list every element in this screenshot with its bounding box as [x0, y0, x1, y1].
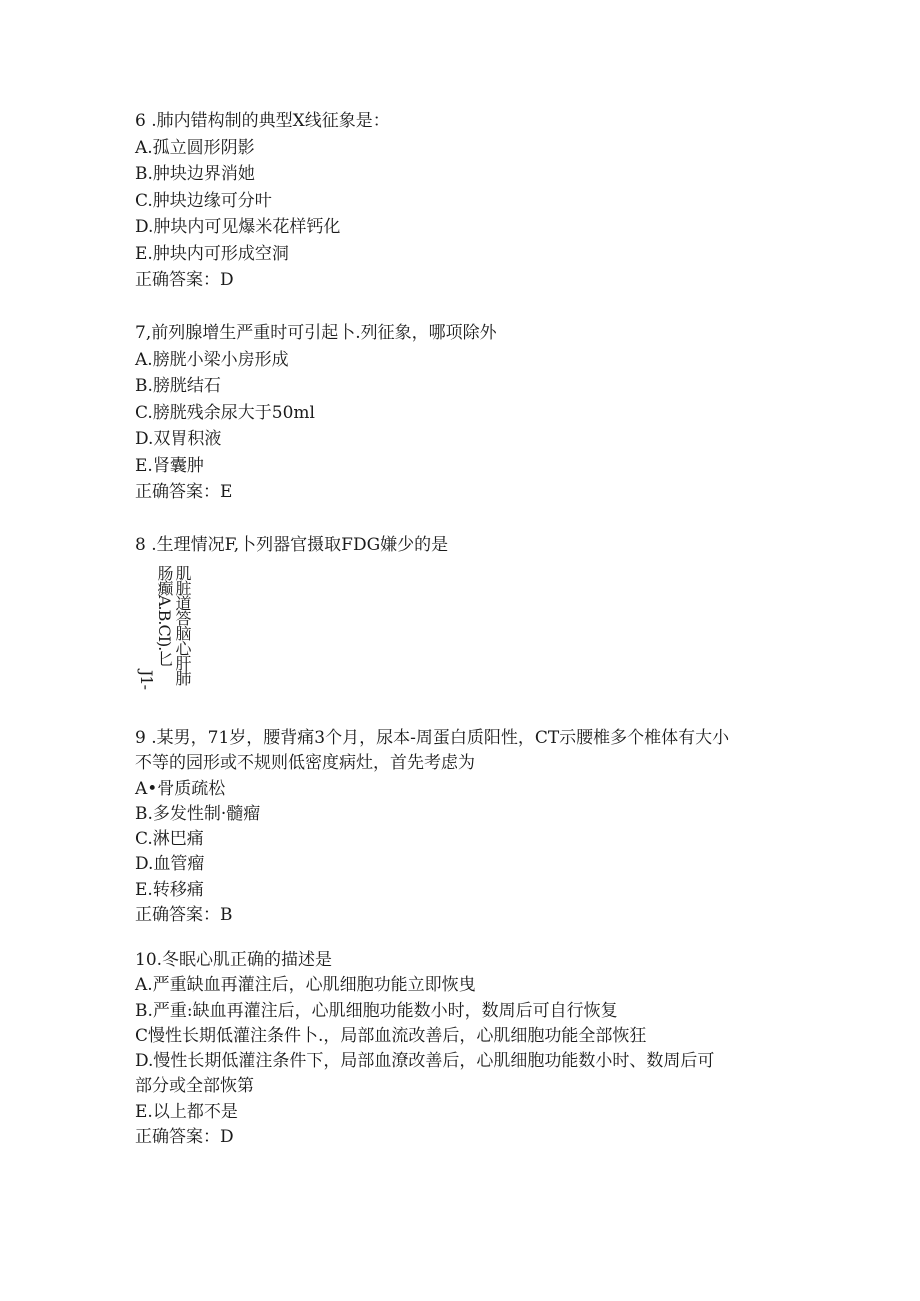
question-9: [135, 726, 835, 928]
question-10: [135, 948, 835, 1150]
question-stem: 8 .生理情况F,卜列器官摄取FDG嫌少的是: [135, 535, 449, 555]
option-d: D.慢性长期低灌注条件下，局部血潦改善后，心肌细胞功能数小时、数周后可: [135, 1051, 715, 1072]
answer-line: 正确答案：E: [135, 482, 233, 502]
question-stem: 7,前列腺增生严重时可引起卜.列征象，哪项除外: [135, 323, 497, 343]
option-b: B.严重:缺血再灌注后，心肌细胞功能数小时，数周后可自行恢复: [135, 1000, 618, 1021]
option-d: D.血管瘤: [135, 854, 205, 875]
question-stem: 9 .某男，71岁，腰背痛3个月，尿本-周蛋白质阳性，CT示腰椎多个椎体有大小: [135, 728, 730, 748]
question-7: [135, 320, 835, 506]
option-d: D.双胃积液: [135, 429, 222, 449]
option-a: A•骨质疏松: [135, 778, 226, 799]
vertical-text-column: 肠癫A.B.CI).匕: [155, 565, 174, 666]
question-6: [135, 108, 835, 294]
option-e: E.肿块内可形成空洞: [135, 243, 289, 264]
option-a: A.膀胱小梁小房形成: [135, 349, 289, 370]
option-a: A.孤立圆形阴影: [135, 137, 255, 158]
option-c: C.膀胱残余尿大于50ml: [135, 402, 315, 423]
question-stem: 6 .肺内错构制的典型X线征象是：: [135, 111, 390, 131]
answer-line: 正确答案：D: [135, 1127, 234, 1148]
option-b: B.多发性制·髓瘤: [135, 803, 261, 824]
option-e: E.转移痛: [135, 879, 204, 900]
question-8: [135, 532, 835, 559]
option-c: C.肿块边缘可分叶: [135, 190, 272, 211]
option-a: A.严重缺血再灌注后，心肌细胞功能立即恢曳: [135, 975, 476, 996]
question-stem-continued: 不等的园形或不规则低密度病灶，首先考虑为: [135, 753, 475, 774]
option-e: E.以上都不是: [135, 1101, 238, 1122]
vertical-text-column: J1-: [137, 670, 156, 689]
option-b: B.膀胱结石: [135, 376, 221, 396]
option-b: B.肿块边界消她: [135, 164, 255, 184]
option-d-continued: 部分或全部恢第: [135, 1076, 254, 1097]
vertical-text-column: 肌脏道答脑心肝肺: [173, 565, 192, 685]
option-d: D.肿块内可见爆米花样钙化: [135, 217, 341, 237]
answer-line: 正确答案：B: [135, 905, 233, 926]
option-e: E.肾囊肿: [135, 455, 204, 476]
garbled-vertical-options: [135, 565, 205, 705]
question-stem: 10.冬眠心肌正确的描述是: [135, 950, 333, 970]
option-c: C.淋巴痛: [135, 829, 204, 850]
answer-line: 正确答案：D: [135, 270, 234, 290]
option-c: C慢性长期低灌注条件卜.，局部血流改善后，心肌细胞功能全部恢狂: [135, 1025, 647, 1046]
